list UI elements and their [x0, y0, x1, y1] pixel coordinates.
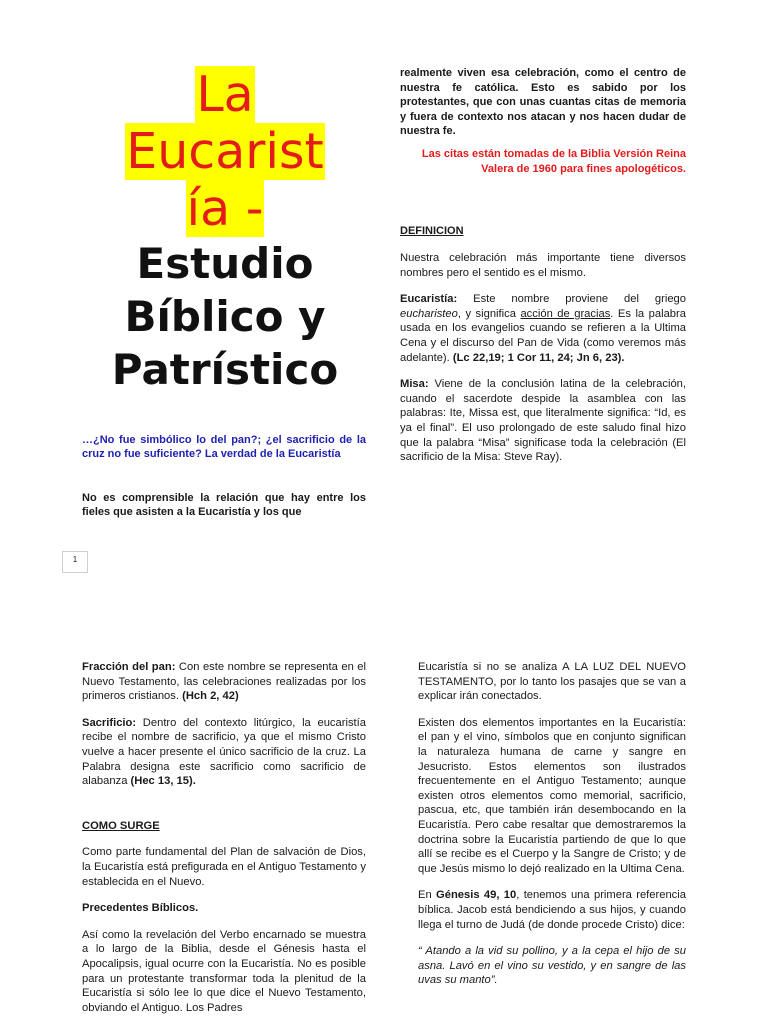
definicion-intro: Nuestra celebración más importante tiene diversos nombres pero el sentido es el mismo. — [400, 252, 686, 279]
genesis-text: , tenemos una primera referencia bíblica. Jacob está bendiciendo a sus hijos, y cuando llega el turno de Judá (de donde procede Cristo) dice: — [418, 889, 686, 931]
eucaristia-meaning: acción de gracias — [520, 307, 611, 320]
genesis-quote: “ Atando a la vid su pollino, y a la cepa el hijo de su asna. Lavó en el vino su vestido, y en sangre de las uvas su manto”. — [418, 945, 686, 987]
document-title — [80, 66, 370, 396]
definicion-section — [400, 251, 686, 465]
como-surge-text: Como parte fundamental del Plan de salvación de Dios, la Eucaristía está prefigurada en el Antiguo Testamento y establecida en el Nuevo. — [82, 846, 366, 888]
sacrificio-text: Dentro del contexto litúrgico, la eucaristía recibe el nombre de sacrificio, ya que el mismo Cristo vuelve a hacer presente el único sacrificio de la cruz. La Palabra designa este sacrificio como sacrificio de alabanza — [82, 716, 366, 788]
title-line-2: Eucarist — [126, 123, 324, 180]
page-number: 1 — [62, 551, 88, 573]
sacrificio-term: Sacrificio: — [82, 716, 137, 729]
misa-term: Misa: — [400, 378, 429, 391]
eucaristia-text-1: Este nombre proviene del griego — [457, 293, 686, 306]
sacrificio-definition — [82, 716, 366, 789]
subtitle-line-3: Patrístico — [111, 345, 339, 394]
subtitle-line-2: Bíblico y — [124, 292, 326, 341]
sacrificio-ref: (Hec 13, 15). — [130, 775, 196, 788]
eucaristia-greek: eucharisteo — [400, 307, 458, 320]
genesis-paragraph — [418, 888, 686, 932]
genesis-prefix: En — [418, 889, 437, 902]
misa-definition — [400, 377, 686, 465]
eucaristia-term: Eucaristía: — [400, 293, 458, 306]
misa-text: Viene de la conclusión latina de la celebración, cuando el sacerdote despide la asamblea con las palabras: Ite, Missa est, que literalmente significa: “Id, es ya el final”. El uso prolongado de este saludo final hizo que la palabra “Misa” significase toda la celebración (El sacrificio de la Misa: Steve Ray). — [400, 378, 686, 464]
intro-paragraph: No es comprensible la relación que hay entre los fieles que asisten a la Eucaristía y los que — [82, 492, 366, 518]
continuation-paragraph: realmente viven esa celebración, como el centro de nuestra fe católica. Esto es sabido por los protestantes, que con unas cuantas citas de memoria y fuera de contexto nos atacan y nos hacen dudar de nuestra fe. — [400, 67, 686, 138]
precedentes-text: Así como la revelación del Verbo encarnado se muestra a lo largo de la Biblia, desde el Génesis hasta el Apocalipsis, igual ocurre con la Eucaristía. No es posible para un protestante transformar toda la plenitud de la Eucaristía si sólo lee lo que dice el Nuevo Testamento, obviando el Antiguo. Los Padres — [82, 928, 366, 1014]
elementos-text: Existen dos elementos importantes en la Eucaristía: el pan y el vino, símbolos que en conjunto significan la naturaleza humana de carne y sangre en Jesucristo. Estos elementos son ilustrados frecuentemente en el Antiguo Testamento; aunque existen otros elementos como memorial, sacrificio, pascua, etc, que también irán desembocando en la Eucaristía. Pero cabe resaltar que demostraremos la doctrina sobre la Eucaristía partiendo de que lo que allí se recibe es el Cuerpo y la Sangre de Cristo; y de que Jesús mismo lo dejó realizado en la Ultima Cena. — [418, 716, 686, 875]
subtitle-line-1: Estudio — [136, 239, 314, 288]
como-surge-heading: COMO SURGE — [82, 819, 160, 832]
right-intro: Eucaristía si no se analiza A LA LUZ DEL NUEVO TESTAMENTO, por lo tanto los pasajes que se van a explicar irán conectados. — [418, 661, 686, 703]
eucaristia-text-2: , y significa — [457, 307, 521, 320]
citation-note: Las citas están tomadas de la Biblia Versión Reina Valera de 1960 para fines apologéticos. — [421, 147, 686, 175]
fraccion-term: Fracción del pan: — [82, 661, 176, 673]
title-line-3: ía - — [186, 180, 264, 237]
definicion-heading: DEFINICION — [400, 225, 464, 237]
fraccion-text: Con este nombre se representa en el Nuevo Testamento, las celebraciones realizadas por los primeros cristianos. — [82, 661, 367, 703]
precedentes-heading: Precedentes Bíblicos. — [82, 902, 199, 915]
intro-question: …¿No fue simbólico lo del pan?; ¿el sacrificio de la cruz no fue suficiente? La verdad de la Eucaristía — [82, 434, 366, 460]
page2-left-column — [82, 660, 366, 1015]
eucaristia-definition — [400, 292, 686, 365]
fraccion-definition — [82, 660, 366, 704]
title-line-1: La — [196, 66, 254, 123]
fraccion-ref: (Hch 2, 42) — [182, 690, 239, 703]
eucaristia-text-3: . Es la palabra usada en los evangelios cuando se refieren a la Ultima Cena y el discurso del Pan de Vida (como veremos más adelante). — [400, 307, 686, 364]
right-column-top — [400, 66, 686, 176]
genesis-ref: Génesis 49, 10 — [436, 889, 517, 902]
eucaristia-refs: (Lc 22,19; 1 Cor 11, 24; Jn 6, 23). — [452, 351, 625, 364]
page2-right-column — [418, 660, 686, 988]
